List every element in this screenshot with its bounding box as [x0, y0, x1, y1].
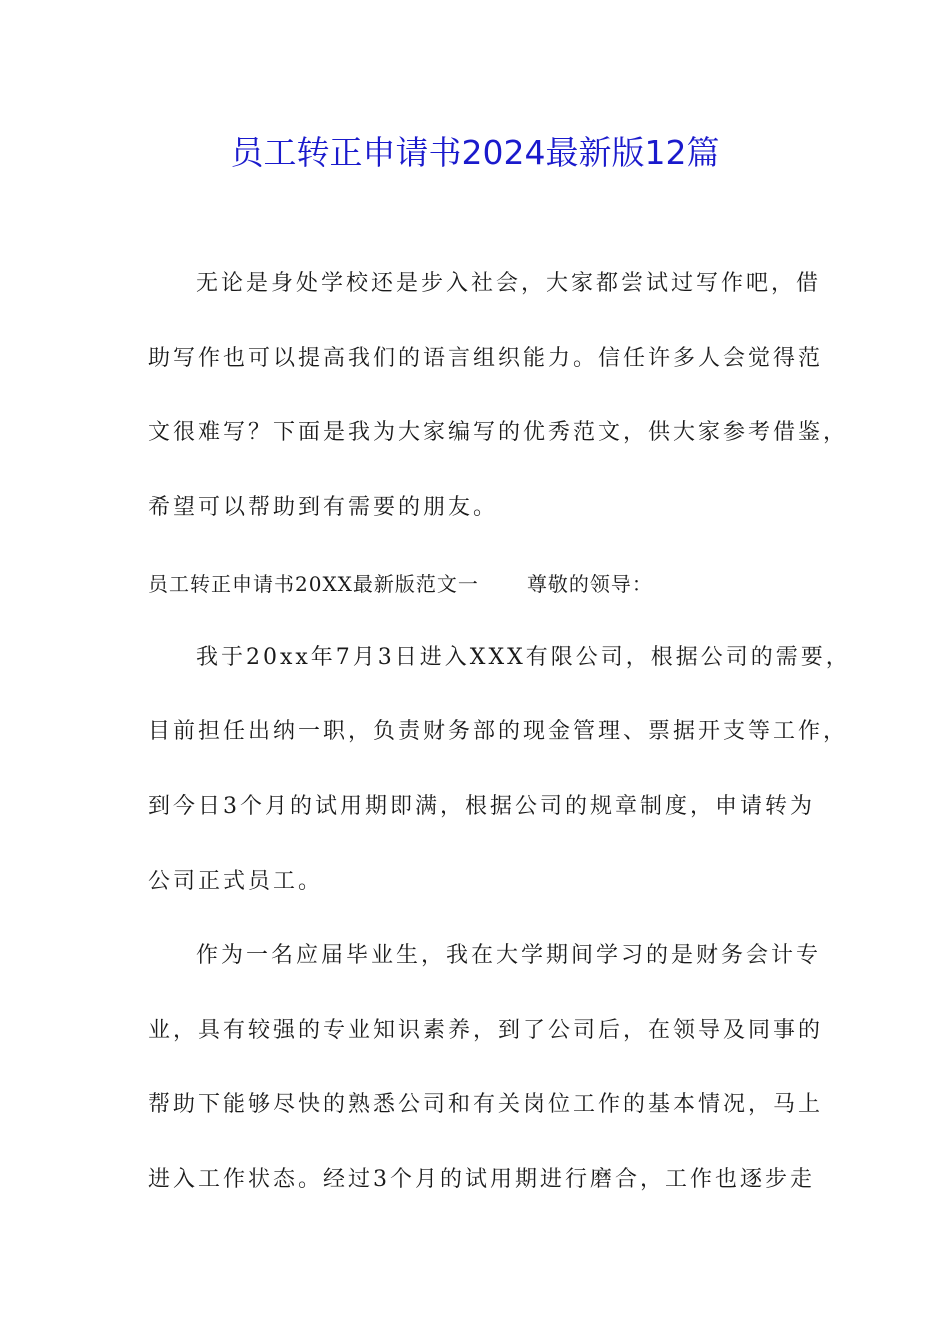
paragraph-line: 帮助下能够尽快的熟悉公司和有关岗位工作的基本情况，马上	[148, 1092, 824, 1117]
paragraph-line: 目前担任出纳一职，负责财务部的现金管理、票据开支等工作，	[148, 719, 849, 744]
document-title: 员工转正申请书2024最新版12篇	[230, 133, 720, 172]
paragraph-line: 公司正式员工。	[148, 869, 324, 894]
paragraph-line: 进入工作状态。经过3个月的试用期进行磨合，工作也逐步走	[148, 1167, 815, 1192]
paragraph-line: 作为一名应届毕业生，我在大学期间学习的是财务会计专	[196, 943, 822, 968]
paragraph-line: 助写作也可以提高我们的语言组织能力。信任许多人会觉得范	[148, 346, 824, 371]
paragraph-line: 我于20xx年7月3日进入XXX有限公司，根据公司的需要，	[196, 645, 851, 670]
paragraph-line: 到今日3个月的试用期即满，根据公司的规章制度，申请转为	[148, 794, 815, 819]
paragraph-line: 无论是身处学校还是步入社会，大家都尝试过写作吧，借	[196, 271, 822, 296]
paragraph-line: 业，具有较强的专业知识素养，到了公司后，在领导及同事的	[148, 1018, 824, 1043]
section-heading-row	[148, 564, 848, 604]
paragraph-line: 文很难写？下面是我为大家编写的优秀范文，供大家参考借鉴，	[148, 420, 849, 445]
salutation: 尊敬的领导：	[526, 572, 653, 596]
paragraph-line: 希望可以帮助到有需要的朋友。	[148, 495, 499, 520]
section-heading: 员工转正申请书20XX最新版范文一	[148, 572, 479, 596]
